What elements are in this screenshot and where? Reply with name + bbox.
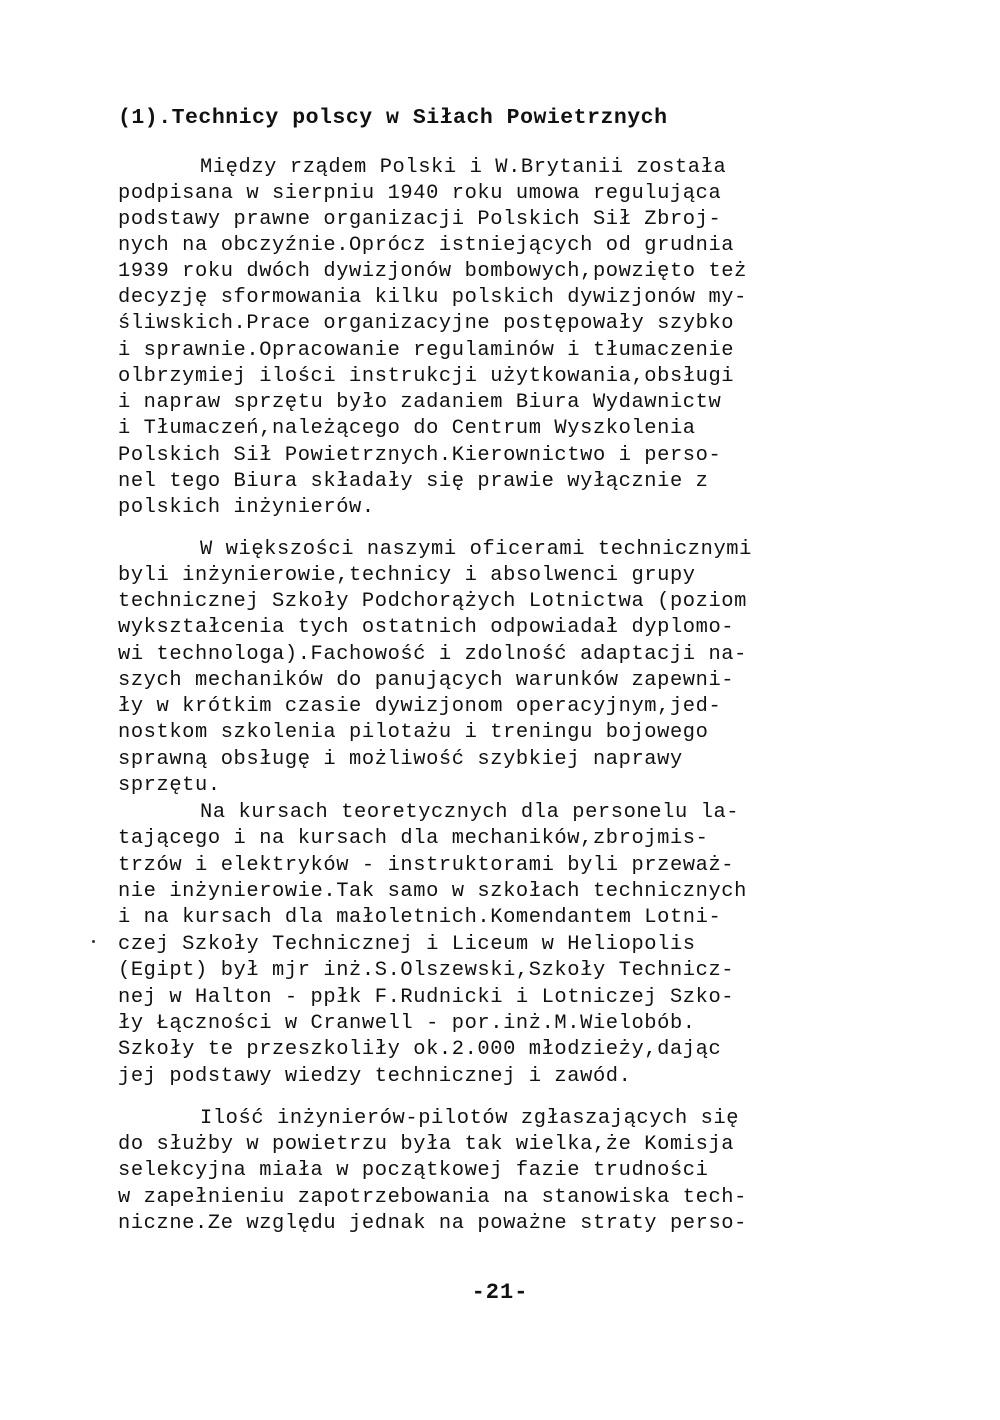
paragraph-line: do służby w powietrzu była tak wielka,że Komisja: [118, 1133, 735, 1156]
paragraph-line: olbrzymiej ilości instrukcji użytkowania,obsługi: [118, 365, 735, 388]
paragraph-line: jej podstawy wiedzy technicznej i zawód.: [118, 1065, 632, 1088]
paragraph-line: podpisana w sierpniu 1940 roku umowa regulująca: [118, 182, 722, 205]
paragraph-line: wi technologa).Fachowość i zdolność adaptacji na-: [118, 643, 747, 666]
paragraph-line: ły Łączności w Cranwell - por.inż.M.Wielobób.: [118, 1012, 696, 1035]
paragraph-line: wykształcenia tych ostatnich odpowiadał dyplomo-: [118, 616, 735, 639]
paragraph-line: polskich inżynierów.: [118, 496, 375, 519]
paragraph-line: 1939 roku dwóch dywizjonów bombowych,powzięto też: [118, 260, 747, 283]
paragraph-line: nie inżynierowie.Tak samo w szkołach technicznych: [118, 880, 747, 903]
paragraph-line: (Egipt) był mjr inż.S.Olszewski,Szkoły Technicz-: [118, 959, 735, 982]
paragraph-line: sprzętu.: [118, 774, 221, 797]
paragraph-line: selekcyjna miała w początkowej fazie trudności: [118, 1159, 709, 1182]
paragraph-line: niczne.Ze względu jednak na poważne straty perso-: [118, 1212, 747, 1235]
paragraph-line: byli inżynierowie,technicy i absolwenci grupy: [118, 564, 696, 587]
paragraph-line: podstawy prawne organizacji Polskich Sił Zbroj-: [118, 208, 722, 231]
paragraph-line: W większości naszymi oficerami technicznymi: [200, 538, 752, 561]
paragraph-line: decyzję sformowania kilku polskich dywizjonów my-: [118, 286, 747, 309]
section-heading: (1).Technicy polscy w Siłach Powietrznych: [118, 106, 668, 130]
page-number: -21-: [471, 1280, 529, 1305]
paragraph-line: trzów i elektryków - instruktorami byli przeważ-: [118, 854, 735, 877]
paragraph-line: i sprawnie.Opracowanie regulaminów i tłumaczenie: [118, 339, 735, 362]
paragraph-line: nych na obczyźnie.Oprócz istniejących od grudnia: [118, 234, 735, 257]
paragraph-line: nej w Halton - ppłk F.Rudnicki i Lotniczej Szko-: [118, 986, 735, 1009]
paragraph-line: ły w krótkim czasie dywizjonom operacyjnym,jed-: [118, 695, 722, 718]
paragraph-line: Szkoły te przeszkoliły ok.2.000 młodzieży,dając: [118, 1038, 722, 1061]
paragraph-line: Ilość inżynierów-pilotów zgłaszających się: [200, 1107, 740, 1130]
paragraph-line: w zapełnieniu zapotrzebowania na stanowiska tech-: [118, 1186, 747, 1209]
paragraph-line: nel tego Biura składały się prawie wyłącznie z: [118, 470, 709, 493]
paragraph-line: śliwskich.Prace organizacyjne postępowały szybko: [118, 312, 735, 335]
paragraph-line: i Tłumaczeń,należącego do Centrum Wyszkolenia: [118, 417, 696, 440]
margin-dot: [92, 940, 95, 943]
paragraph-line: i na kursach dla małoletnich.Komendantem Lotni-: [118, 906, 722, 929]
paragraph-line: i napraw sprzętu było zadaniem Biura Wydawnictw: [118, 391, 722, 414]
paragraph-line: tającego i na kursach dla mechaników,zbrojmis-: [118, 827, 709, 850]
paragraph-line: Polskich Sił Powietrznych.Kierownictwo i perso-: [118, 444, 722, 467]
paragraph-line: szych mechaników do panujących warunków zapewni-: [118, 669, 735, 692]
paragraph-line: czej Szkoły Technicznej i Liceum w Heliopolis: [118, 933, 696, 956]
paragraph-line: Na kursach teoretycznych dla personelu la-: [200, 801, 740, 824]
paragraph-line: sprawną obsługę i możliwość szybkiej naprawy: [118, 748, 683, 771]
paragraph-line: nostkom szkolenia pilotażu i treningu bojowego: [118, 721, 709, 744]
paragraph-line: Między rządem Polski i W.Brytanii została: [200, 156, 727, 179]
paragraph-line: technicznej Szkoły Podchorążych Lotnictwa (poziom: [118, 590, 747, 613]
